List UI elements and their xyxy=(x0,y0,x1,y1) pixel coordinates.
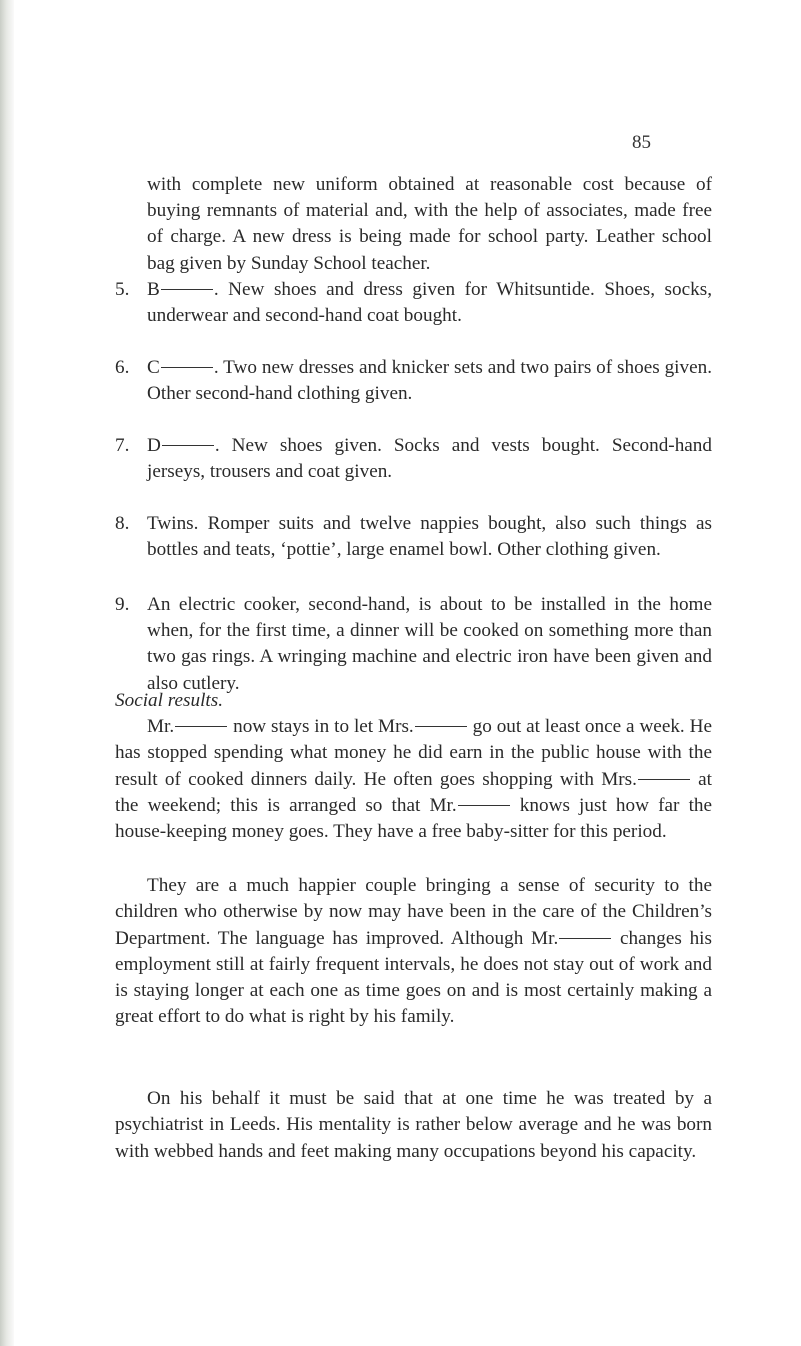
list-item-5 xyxy=(115,277,712,329)
list-item-text: B . New shoes and dress given for Whitsuntide. Shoes, socks, underwear and second-hand coat bought. xyxy=(147,279,712,327)
name-redaction-dash xyxy=(161,367,213,368)
list-item-number: 8. xyxy=(115,513,130,534)
social-paragraph-2: They are a much happier couple bringing a sense of security to the children who otherwise by now may have been in the care of the Children’s Department. The language has improved. Although Mr. changes his employment still at fairly frequent intervals, he does not stay out of work and is staying longer at each one as time goes on and is most certainly making a great effort to do what is right by his family. xyxy=(115,875,712,1028)
list-item-text: An electric cooker, second-hand, is about to be installed in the home when, for the first time, a dinner will be cooked on something more than two gas rings. A wringing machine and electric iron have been given and also cutlery. xyxy=(147,594,712,694)
list-item-9 xyxy=(115,592,712,697)
list-item-number: 5. xyxy=(115,279,130,300)
name-redaction-dash xyxy=(162,445,214,446)
name-redaction-dash xyxy=(175,726,227,727)
social-paragraph-1: Mr. now stays in to let Mrs. go out at least once a week. He has stopped spending what money he did earn in the public house with the result of cooked dinners daily. He often goes shopping with Mrs. at the weekend; this is arranged so that Mr. knows just how far the house-keeping money goes. They have a free baby-sitter for this period. xyxy=(115,716,713,843)
list-item-7 xyxy=(115,433,712,485)
name-redaction-dash xyxy=(559,938,611,939)
list-item-number: 6. xyxy=(115,357,130,378)
intro-paragraph: with complete new uniform obtained at reasonable cost because of buying remnants of material and, with the help of associates, made free of charge. A new dress is being made for school party. Leather school bag given by Sunday School teacher. xyxy=(147,174,712,274)
name-redaction-dash xyxy=(458,805,510,806)
page-edge-shadow xyxy=(0,0,14,1346)
list-item-text: Twins. Romper suits and twelve nappies bought, also such things as bottles and teats, ‘pottie’, large enamel bowl. Other clothing given. xyxy=(147,513,712,561)
social-paragraph-3: On his behalf it must be said that at one time he was treated by a psychiatrist in Leeds. His mentality is rather below average and he was born with webbed hands and feet making many occupations beyond his capacity. xyxy=(115,1088,712,1162)
name-redaction-dash xyxy=(161,289,213,290)
name-redaction-dash xyxy=(415,726,467,727)
name-redaction-dash xyxy=(638,779,690,780)
section-heading: Social results. xyxy=(115,690,224,711)
list-item-number: 9. xyxy=(115,594,130,615)
list-item-text: C . Two new dresses and knicker sets and two pairs of shoes given. Other second-hand clothing given. xyxy=(147,357,712,405)
list-item-6 xyxy=(115,355,712,407)
page-number: 85 xyxy=(632,132,651,153)
list-item-8 xyxy=(115,511,712,563)
list-item-number: 7. xyxy=(115,435,130,456)
list-item-text: D . New shoes given. Socks and vests bought. Second-hand jerseys, trousers and coat given. xyxy=(147,435,712,483)
